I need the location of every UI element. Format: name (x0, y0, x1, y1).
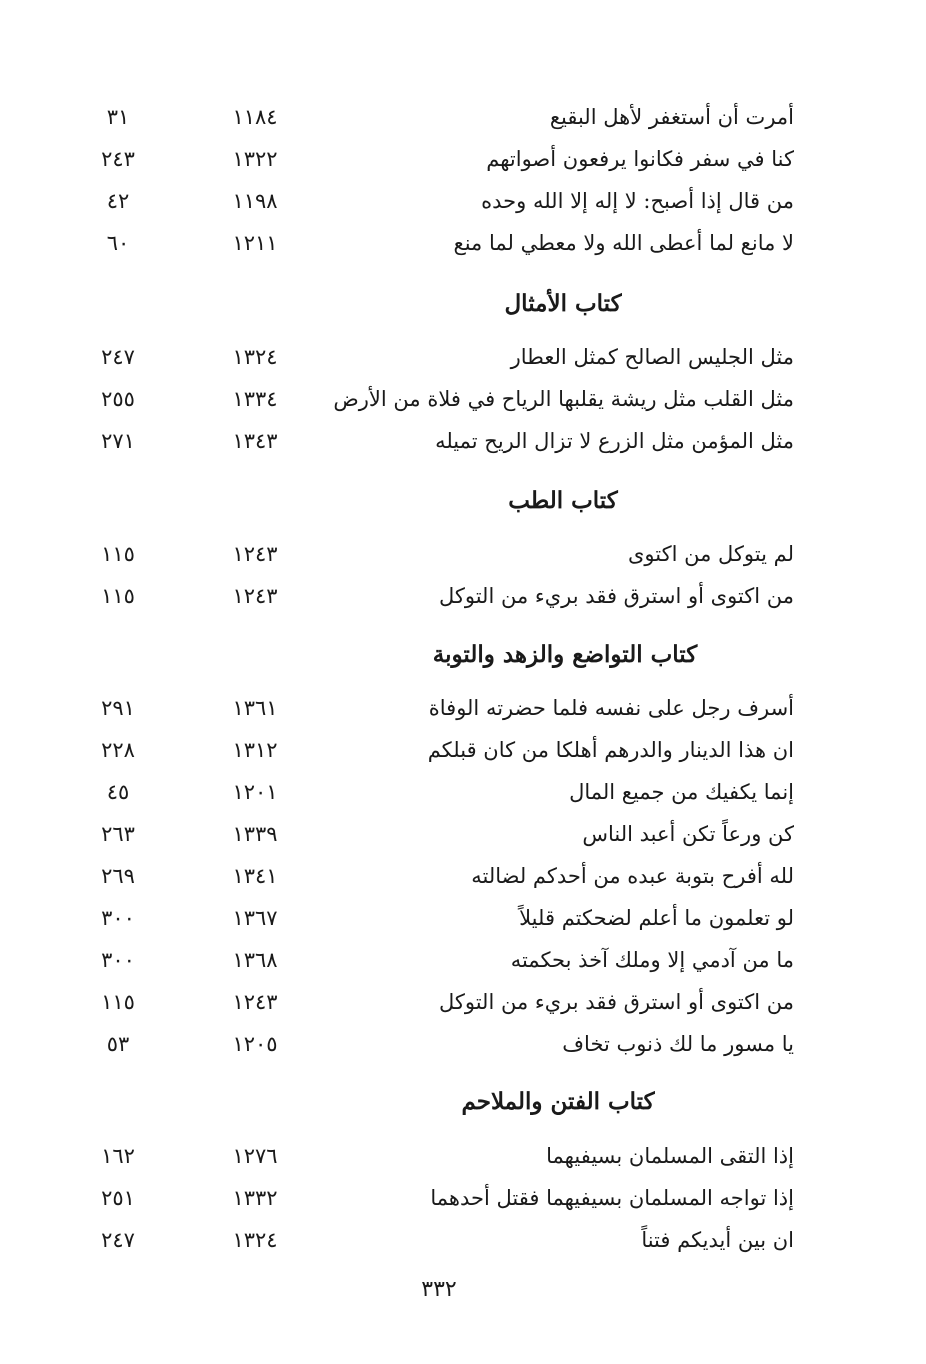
entry-text: من قال إذا أصبح: لا إله إلا الله وحده (481, 189, 794, 213)
entry-text: كن ورعاً تكن أعبد الناس (582, 822, 794, 846)
page-ref: ٣١ (106, 105, 130, 129)
page-ref: ٢٥٥ (101, 387, 135, 411)
section-title: كتاب الفتن والملاحم (461, 1088, 655, 1115)
entry-text: ما من آدمي إلا وملك آخذ بحكمته (510, 948, 794, 972)
hadith-number: ١٣٦٨ (232, 948, 278, 972)
hadith-number: ١٣٦١ (232, 696, 278, 720)
index-entry (0, 337, 926, 377)
hadith-number: ١١٩٨ (232, 189, 278, 213)
entry-text: مثل الجليس الصالح كمثل العطار (510, 345, 794, 369)
page-ref: ٣٠٠ (101, 906, 135, 930)
section-heading (0, 1080, 926, 1124)
entry-text: لله أفرح بتوبة عبده من أحدكم لضالته (471, 864, 794, 888)
hadith-number: ١٢٧٦ (232, 1144, 278, 1168)
page-ref: ١١٥ (101, 542, 135, 566)
entry-text: مثل القلب مثل ريشة يقلبها الرياح في فلاة من الأرض (333, 387, 794, 411)
page-ref: ٥٣ (106, 1032, 130, 1056)
hadith-number: ١٣٤١ (232, 864, 278, 888)
hadith-number: ١٢١١ (232, 231, 278, 255)
index-entry (0, 982, 926, 1022)
hadith-number: ١١٨٤ (232, 105, 278, 129)
index-entry (0, 940, 926, 980)
entry-text: إذا تواجه المسلمان بسيفيهما فقتل أحدهما (430, 1186, 794, 1210)
entry-text: لو تعلمون ما أعلم لضحكتم قليلاً (519, 906, 794, 930)
entry-text: مثل المؤمن مثل الزرع لا تزال الريح تميله (435, 429, 794, 453)
section-heading (0, 633, 926, 677)
section-heading (0, 282, 926, 326)
hadith-number: ١٣٣٢ (232, 1186, 278, 1210)
page-ref: ٣٠٠ (101, 948, 135, 972)
page-ref: ٢٢٨ (101, 738, 135, 762)
page-number (0, 1270, 926, 1310)
section-title: كتاب الطب (508, 487, 618, 514)
entry-text: ان بين أيديكم فتناً (641, 1228, 794, 1252)
hadith-number: ١٣٤٣ (232, 429, 278, 453)
page-number-text: ٣٣٢ (421, 1277, 457, 1302)
hadith-number: ١٣٦٧ (232, 906, 278, 930)
entry-text: لا مانع لما أعطى الله ولا معطي لما منع (453, 231, 794, 255)
hadith-number: ١٣٣٤ (232, 387, 278, 411)
entry-text: يا مسور ما لك ذنوب تخاف (562, 1032, 794, 1056)
page-ref: ٢٩١ (101, 696, 135, 720)
hadith-number: ١٣١٢ (232, 738, 278, 762)
entry-text: لم يتوكل من اكتوى (627, 542, 794, 566)
section-title: كتاب الأمثال (504, 290, 622, 317)
entry-text: من اكتوى أو استرق فقد بريء من التوكل (438, 990, 794, 1014)
hadith-number: ١٢٤٣ (232, 542, 278, 566)
index-entry (0, 772, 926, 812)
page-ref: ٢٧١ (101, 429, 135, 453)
page-ref: ٢٥١ (101, 1186, 135, 1210)
index-entry (0, 688, 926, 728)
index-entry (0, 898, 926, 938)
index-entry (0, 1136, 926, 1176)
entry-text: من اكتوى أو استرق فقد بريء من التوكل (438, 584, 794, 608)
hadith-number: ١٢٤٣ (232, 584, 278, 608)
index-entry (0, 379, 926, 419)
index-entry (0, 223, 926, 263)
section-heading (0, 479, 926, 523)
page-ref: ٢٤٣ (101, 147, 135, 171)
index-entry (0, 814, 926, 854)
page-ref: ٢٤٧ (101, 1228, 135, 1252)
page-ref: ١٦٢ (101, 1144, 135, 1168)
page-ref: ٦٠ (106, 231, 130, 255)
hadith-number: ١٢٤٣ (232, 990, 278, 1014)
index-entry (0, 576, 926, 616)
page-ref: ١١٥ (101, 990, 135, 1014)
index-entry (0, 1220, 926, 1260)
page-ref: ٤٥ (106, 780, 130, 804)
page-ref: ٢٦٣ (101, 822, 135, 846)
index-entry (0, 97, 926, 137)
index-entry (0, 1178, 926, 1218)
entry-text: كنا في سفر فكانوا يرفعون أصواتهم (486, 147, 794, 171)
index-entry (0, 730, 926, 770)
entry-text: ان هذا الدينار والدرهم أهلكا من كان قبلكم (427, 738, 794, 762)
hadith-number: ١٢٠١ (232, 780, 278, 804)
index-entry (0, 139, 926, 179)
entry-text: إذا التقى المسلمان بسيفيهما (546, 1144, 794, 1168)
entry-text: إنما يكفيك من جميع المال (569, 780, 794, 804)
section-title: كتاب التواضع والزهد والتوبة (432, 641, 698, 668)
hadith-number: ١٣٣٩ (232, 822, 278, 846)
page-ref: ٤٢ (106, 189, 130, 213)
page-ref: ٢٦٩ (101, 864, 135, 888)
hadith-number: ١٣٢٢ (232, 147, 278, 171)
entry-text: أمرت أن أستغفر لأهل البقيع (549, 105, 794, 129)
index-entry (0, 534, 926, 574)
index-entry (0, 856, 926, 896)
hadith-number: ١٣٢٤ (232, 345, 278, 369)
entry-text: أسرف رجل على نفسه فلما حضرته الوفاة (428, 696, 794, 720)
index-entry (0, 421, 926, 461)
page-ref: ١١٥ (101, 584, 135, 608)
index-entry (0, 181, 926, 221)
page-ref: ٢٤٧ (101, 345, 135, 369)
index-entry (0, 1024, 926, 1064)
hadith-number: ١٢٠٥ (232, 1032, 278, 1056)
hadith-number: ١٣٢٤ (232, 1228, 278, 1252)
